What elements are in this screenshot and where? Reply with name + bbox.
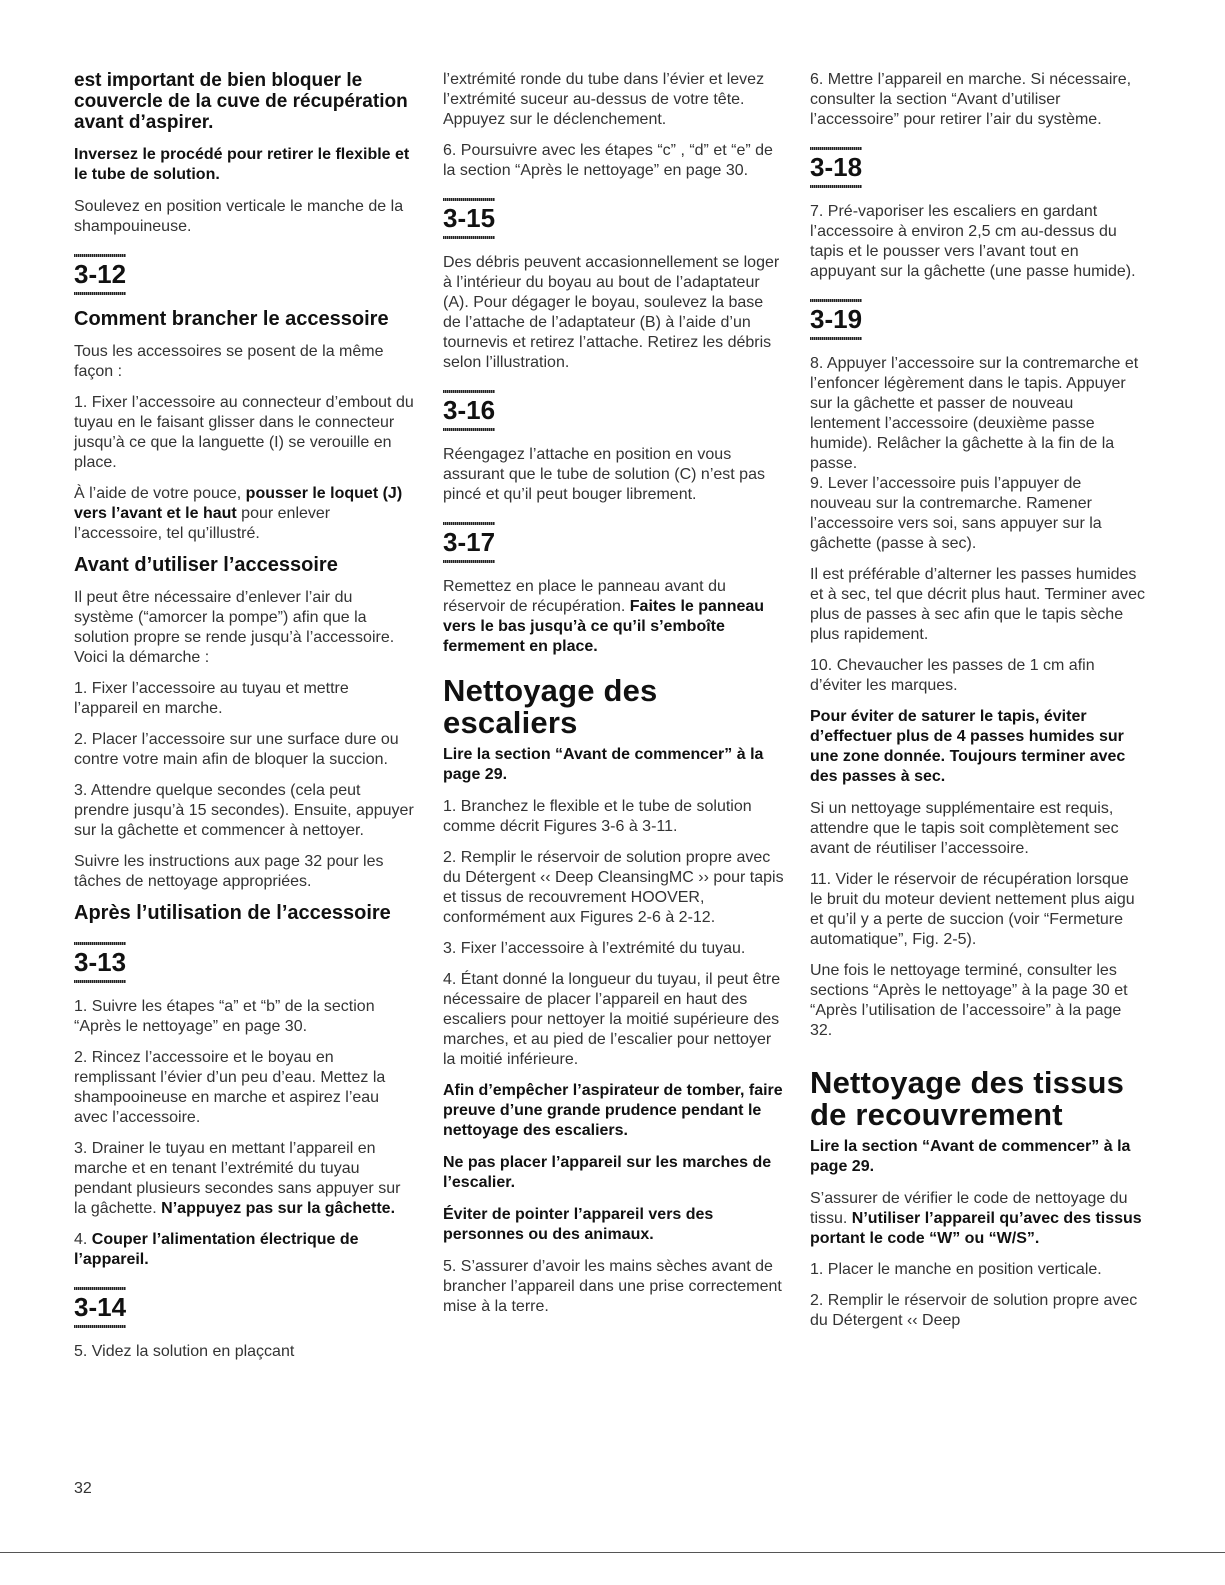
paragraph: Soulevez en position verticale le manche de la shampouineuse. (74, 198, 404, 235)
section-heading: Après l’utilisation de l’accessoire (74, 902, 391, 924)
paragraph: 7. Pré-vaporiser les escaliers en gardant l’accessoire à environ 2,5 cm au-dessus du tapis et le pousser vers l’avant tout en appuyant sur la gâchette (une passe humide). (810, 203, 1136, 280)
figure-label-3-13: 3-13 (74, 942, 126, 983)
section-heading: Avant d’utiliser l’accessoire (74, 554, 338, 576)
paragraph: 2. Rincez l’accessoire et le boyau en remplissant l’évier d’un peu d’eau. Mettez la shampooineuse en marche et aspirez l’eau avec l’accessoire. (74, 1049, 386, 1126)
paragraph: 5. S’assurer d’avoir les mains sèches avant de brancher l’appareil dans une prise correctement mise à la terre. (443, 1258, 782, 1315)
paragraph: 6. Mettre l’appareil en marche. Si nécessaire, consulter la section “Avant d’utiliser l’accessoire” pour retirer l’air du système. (810, 71, 1132, 128)
paragraph: 4. Étant donné la longueur du tuyau, il peut être nécessaire de placer l’appareil en haut des escaliers pour nettoyer la moitié supérieure des marches, et au pied de l’escalier pour nettoyer la moitié inférieure. (443, 971, 781, 1068)
paragraph: Il est préférable d’alterner les passes humides et à sec, tel que décrit plus haut. Terminer avec plus de passes à sec afin que le tapis sèche plus rapidement. (810, 566, 1145, 643)
paragraph: 11. Vider le réservoir de récupération lorsque le bruit du moteur devient nettement plus aigu et qu’il y a perte de succion (voir “Fermeture automatique”, Fig. 2-5). (810, 871, 1135, 948)
paragraph: 1. Suivre les étapes “a” et “b” de la section “Après le nettoyage” en page 30. (74, 998, 375, 1035)
paragraph: 4. Couper l’alimentation électrique de l’appareil. (74, 1231, 359, 1268)
figure-label-3-19: 3-19 (810, 299, 862, 340)
figure-label-3-12: 3-12 (74, 254, 126, 295)
footer-rule (0, 1552, 1225, 1553)
subheading-reverse: Inversez le procédé pour retirer le flexible et le tube de solution. (74, 146, 410, 183)
column-3 (810, 70, 1145, 1342)
warning-text: Éviter de pointer l’appareil vers des personnes ou des animaux. (443, 1206, 714, 1243)
paragraph: 1. Branchez le flexible et le tube de solution comme décrit Figures 3-6 à 3-11. (443, 798, 752, 835)
warning-text: Ne pas placer l’appareil sur les marches de l’escalier. (443, 1154, 772, 1191)
paragraph: Remettez en place le panneau avant du réservoir de récupération. Faites le panneau vers le bas jusqu’à ce qu’il s’emboîte fermement en place. (443, 578, 765, 655)
paragraph: 10. Chevaucher les passes de 1 cm afin d’éviter les marques. (810, 657, 1095, 694)
paragraph: À l’aide de votre pouce, pousser le loquet (J) vers l’avant et le haut pour enlever l’accessoire, tel qu’illustré. (74, 485, 403, 542)
paragraph: 1. Fixer l’accessoire au tuyau et mettre l’appareil en marche. (74, 680, 349, 717)
column-2 (443, 70, 785, 1328)
column-1 (74, 70, 414, 1373)
paragraph: Réengagez l’attache en position en vous assurant que le tube de solution (C) n’est pas pincé et qu’il peut bouger librement. (443, 446, 765, 503)
main-heading-upholstery: Nettoyage des tissus de recouvrement (810, 1065, 1125, 1132)
warning-text: Pour éviter de saturer le tapis, éviter d’effectuer plus de 4 passes humides sur une zone donnée. Toujours terminer avec des passes à sec. (810, 708, 1126, 785)
page-number: 32 (74, 1480, 92, 1497)
figure-label-3-14: 3-14 (74, 1287, 126, 1328)
figure-label-3-15: 3-15 (443, 198, 495, 239)
paragraph: Des débris peuvent accasionnellement se loger à l’intérieur du boyau au bout de l’adaptateur (A). Pour dégager le boyau, soulevez la base de l’attache de l’adaptateur (B) à l’aide d’un tournevis et retirez l’attache. Retirez les débris selon l’illustration. (443, 254, 780, 371)
paragraph: 3. Drainer le tuyau en mettant l’appareil en marche et en tenant l’extrémité du tuyau pendant plusieurs secondes sans appuyer sur la gâchette. N’appuyez pas sur la gâchette. (74, 1140, 401, 1217)
paragraph: Une fois le nettoyage terminé, consulter les sections “Après le nettoyage” à la page 30 et “Après l’utilisation de l’accessoire” à la page 32. (810, 962, 1128, 1039)
paragraph: 2. Placer l’accessoire sur une surface dure ou contre votre main afin de bloquer la succion. (74, 731, 399, 768)
lead-warning: est important de bien bloquer le couvercle de la cuve de récupération avant d’aspirer. (74, 70, 408, 133)
paragraph: 3. Attendre quelque secondes (cela peut prendre jusqu’à 15 secondes). Ensuite, appuyer sur la gâchette et commencer à nettoyer. (74, 782, 414, 839)
paragraph: 1. Placer le manche en position verticale. (810, 1261, 1102, 1278)
paragraph: 6. Poursuivre avec les étapes “c” , “d” et “e” de la section “Après le nettoyage” en page 30. (443, 142, 773, 179)
warning-text: Afin d’empêcher l’aspirateur de tomber, faire preuve d’une grande prudence pendant le nettoyage des escaliers. (443, 1082, 783, 1139)
main-heading-stairs: Nettoyage des escaliers (443, 673, 658, 740)
paragraph: 5. Videz la solution en plaçcant (74, 1343, 295, 1360)
paragraph: 1. Fixer l’accessoire au connecteur d’embout du tuyau en le faisant glisser dans le connecteur jusqu’à ce que la languette (I) se verouille en place. (74, 394, 414, 471)
paragraph: Tous les accessoires se posent de la même façon : (74, 343, 384, 380)
subheading-read-section: Lire la section “Avant de commencer” à la page 29. (810, 1138, 1131, 1175)
paragraph: 8. Appuyer l’accessoire sur la contremarche et l’enfoncer légèrement dans le tapis. Appuyer sur la gâchette et passer de nouveau lentement l’accessoire (deuxième passe humide). Relâcher la gâchette à la fin de la passe. 9. Lever l’accessoire puis l’appuyer de nouveau sur la contremarche. Ramener l’accessoire vers soi, sans appuyer sur la gâchette (passe à sec). (810, 355, 1139, 552)
paragraph: l’extrémité ronde du tube dans l’évier et levez l’extrémité suceur au-dessus de votre tête. Appuyez sur le déclenchement. (443, 71, 765, 128)
paragraph: 2. Remplir le réservoir de solution propre avec du Détergent ‹‹ Deep CleansingMC ›› pour tapis et tissus de recouvrement HOOVER, conformément aux Figures 2-6 à 2-12. (443, 849, 784, 926)
paragraph: Suivre les instructions aux page 32 pour les tâches de nettoyage appropriées. (74, 853, 384, 890)
paragraph: 2. Remplir le réservoir de solution propre avec du Détergent ‹‹ Deep (810, 1292, 1138, 1329)
paragraph: Il peut être nécessaire d’enlever l’air du système (“amorcer la pompe”) afin que la solution propre se rende jusqu’à l’accessoire. Voici la démarche : (74, 589, 395, 666)
paragraph: 3. Fixer l’accessoire à l’extrémité du tuyau. (443, 940, 746, 957)
figure-label-3-18: 3-18 (810, 147, 862, 188)
section-heading: Comment brancher le accessoire (74, 308, 389, 330)
figure-label-3-17: 3-17 (443, 522, 495, 563)
paragraph: S’assurer de vérifier le code de nettoyage du tissu. N’utiliser l’appareil qu’avec des tissus portant le code “W” ou “W/S”. (810, 1190, 1142, 1247)
figure-label-3-16: 3-16 (443, 390, 495, 431)
paragraph: Si un nettoyage supplémentaire est requis, attendre que le tapis soit complètement sec avant de réutiliser l’accessoire. (810, 800, 1119, 857)
subheading-read-section: Lire la section “Avant de commencer” à la page 29. (443, 746, 764, 783)
